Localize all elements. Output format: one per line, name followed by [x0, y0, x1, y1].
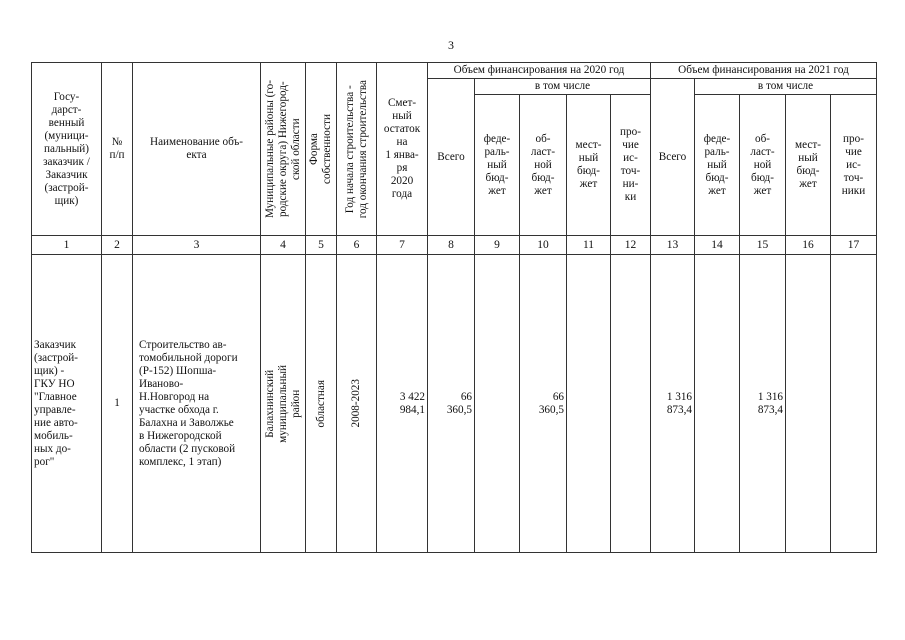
column-number: 17: [831, 236, 877, 255]
financing-table: [31, 62, 877, 553]
cell-district-text: Балахнинский муниципальный район: [263, 364, 302, 443]
header-other-2021: про- чие ис- точ- ники: [831, 95, 877, 236]
cell-federal-2020: [475, 255, 520, 553]
column-number: 14: [695, 236, 740, 255]
cell-regional-2021: 1 316 873,4: [740, 255, 786, 553]
cell-object-name: Строительство ав- томобильной дороги (Р-152) Шопша- Иваново- Н.Новгород на участке обхода г. Балахна и Заволжье в Нижегородской области (2 пусковой комплекс, 1 этап): [133, 255, 261, 553]
cell-other-2020: [611, 255, 651, 553]
column-number: 12: [611, 236, 651, 255]
header-customer: Госу- дарст- венный (муници- пальный) заказчик / Заказчик (застрой- щик): [32, 63, 102, 236]
header-total-2020: Всего: [428, 79, 475, 236]
cell-num: 1: [102, 255, 133, 553]
header-name: Наименование объ- екта: [133, 63, 261, 236]
column-number: 1: [32, 236, 102, 255]
column-number: 15: [740, 236, 786, 255]
cell-ownership-text: областная: [314, 379, 327, 428]
header-total-2021: Всего: [651, 79, 695, 236]
column-number: 16: [786, 236, 831, 255]
header-ownership-text: Форма собственности: [308, 114, 333, 184]
cell-years: [337, 255, 377, 553]
cell-years-text: 2008-2023: [350, 379, 362, 428]
header-num: № п/п: [102, 63, 133, 236]
column-number: 9: [475, 236, 520, 255]
cell-other-2021: [831, 255, 877, 553]
header-years-text: Год начала строительства - год окончания строительства: [343, 79, 369, 219]
cell-estimate: 3 422 984,1: [377, 255, 428, 553]
header-years: [337, 63, 377, 236]
cell-total-2021: 1 316 873,4: [651, 255, 695, 553]
header-group-2021: Объем финансирования на 2021 год: [651, 63, 877, 79]
header-federal-2021: феде- раль- ный бюд- жет: [695, 95, 740, 236]
header-regional-2021: об- ласт- ной бюд- жет: [740, 95, 786, 236]
page-number: 3: [448, 38, 454, 52]
column-number: 7: [377, 236, 428, 255]
column-number: 6: [337, 236, 377, 255]
column-number: 5: [306, 236, 337, 255]
cell-regional-2020: 66 360,5: [520, 255, 567, 553]
column-number: 2: [102, 236, 133, 255]
header-estimate: Смет- ный остаток на 1 янва- ря 2020 года: [377, 63, 428, 236]
cell-customer: Заказчик (застрой- щик) - ГКУ НО "Главное управле- ние авто- мобиль- ных до- рог": [32, 255, 102, 553]
column-number: 13: [651, 236, 695, 255]
column-number: 8: [428, 236, 475, 255]
header-district: [261, 63, 306, 236]
header-incl-2021: в том числе: [695, 79, 877, 95]
column-number: 11: [567, 236, 611, 255]
header-other-2020: про- чие ис- точ- ни- ки: [611, 95, 651, 236]
cell-total-2020: 66 360,5: [428, 255, 475, 553]
header-federal-2020: феде- раль- ный бюд- жет: [475, 95, 520, 236]
column-number: 10: [520, 236, 567, 255]
cell-local-2021: [786, 255, 831, 553]
cell-local-2020: [567, 255, 611, 553]
cell-ownership: [306, 255, 337, 553]
header-group-2020: Объем финансирования на 2020 год: [428, 63, 651, 79]
header-regional-2020: об- ласт- ной бюд- жет: [520, 95, 567, 236]
cell-federal-2021: [695, 255, 740, 553]
column-number: 4: [261, 236, 306, 255]
column-number: 3: [133, 236, 261, 255]
cell-district: [261, 255, 306, 553]
header-incl-2020: в том числе: [475, 79, 651, 95]
header-local-2021: мест- ный бюд- жет: [786, 95, 831, 236]
header-district-text: Муниципальные районы (го- родские округа) Нижегород- ской области: [263, 79, 302, 218]
header-local-2020: мест- ный бюд- жет: [567, 95, 611, 236]
header-ownership: [306, 63, 337, 236]
